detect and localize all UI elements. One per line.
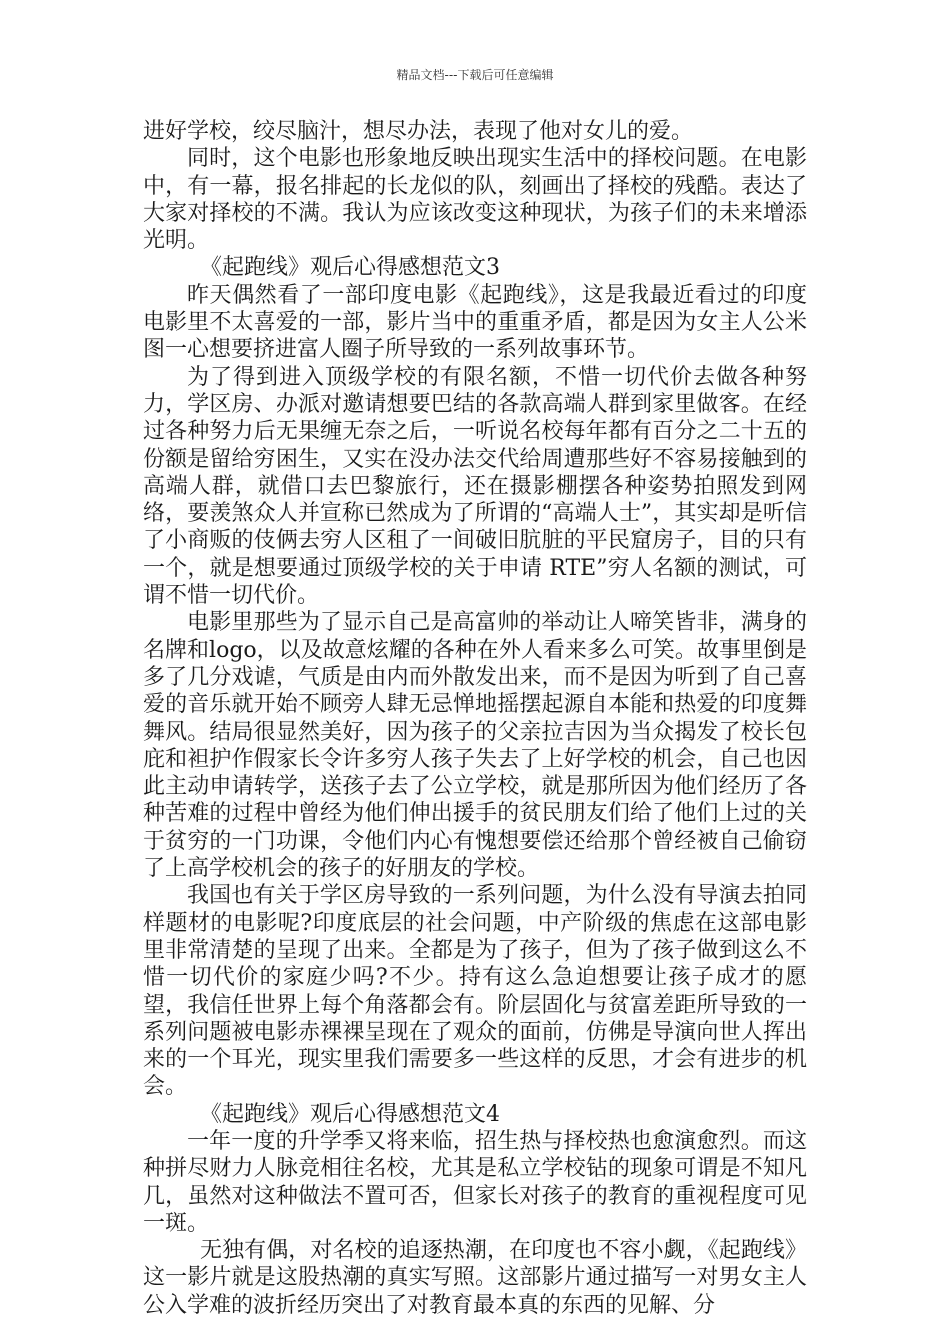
paragraph: 一年一度的升学季又将来临，招生热与择校热也愈演愈烈。而这种拼尽财力人脉竞相往名校，尤其是私立学校钻的现象可谓是不知凡几，虽然对这种做法不置可否，但家长对孩子的教育的重视程度可见一斑。 xyxy=(143,1128,807,1236)
paragraph: 进好学校，绞尽脑汁，想尽办法，表现了他对女儿的爱。 xyxy=(143,119,694,144)
paragraph: 为了得到进入顶级学校的有限名额，不惜一切代价去做各种努力，学区房、办派对邀请想要巴结的各款高端人群到家里做客。在经过各种努力后无果缠无奈之后，一听说名校每年都有百分之二十五的份额是留给穷困生，又实在没办法交代给周遭那些好不容易接触到的高端人群，就借口去巴黎旅行，还在摄影棚摆各种姿势拍照发到网络，要羡煞众人并宣称已然成为了所谓的“高端人士”，其实却是听信了小商贩的伎俩去穷人区租了一间破旧肮脏的平民窟房子，目的只有一个，就是想要通过顶级学校的关于申请 RTE”穷人名额的测试，可谓不惜一切代价。 xyxy=(143,364,807,609)
paragraph: 电影里那些为了显示自己是高富帅的举动让人啼笑皆非，满身的名牌和logo，以及故意炫耀的各种在外人看来多么可笑。故事里倒是多了几分戏谑，气质是由内而外散发出来，而不是因为听到了自己喜爱的音乐就开始不顾旁人肆无忌惮地摇摆起源自本能和热爱的印度舞舞风。结局很显然美好，因为孩子的父亲拉吉因为当众揭发了校长包庇和袒护作假家长令许多穷人孩子失去了上好学校的机会，自己也因此主动申请转学，送孩子去了公立学校，就是那所因为他们经历了各种苦难的过程中曾经为他们伸出援手的贫民朋友们给了他们上过的关于贫穷的一门功课，令他们内心有愧想要偿还给那个曾经被自己偷窃了上高学校机会的孩子的好朋友的学校。 xyxy=(143,610,807,882)
paragraph: 同时，这个电影也形象地反映出现实生活中的择校问题。在电影中，有一幕，报名排起的长龙似的队，刻画出了择校的残酷。表达了大家对择校的不满。我认为应该改变这种现状，为孩子们的未来增添光明。 xyxy=(143,146,807,254)
document-body xyxy=(143,118,807,1319)
paragraph: 无独有偶，对名校的追逐热潮，在印度也不容小觑，《起跑线》这一影片就是这股热潮的真实写照。这部影片通过描写一对男女主人公入学难的波折经历突出了对教育最本真的东西的见解、分 xyxy=(143,1238,807,1318)
page-header: 精品文档---下载后可任意编辑 xyxy=(396,68,554,82)
paragraph: 我国也有关于学区房导致的一系列问题，为什么没有导演去拍同样题材的电影呢?印度底层的社会问题，中产阶级的焦虑在这部电影里非常清楚的呈现了出来。全都是为了孩子，但为了孩子做到这么不惜一切代价的家庭少吗?不少。持有这么急迫想要让孩子成才的愿望，我信任世界上每个角落都会有。阶层固化与贫富差距所导致的一系列问题被电影赤裸裸呈现在了观众的面前，仿佛是导演向世人挥出来的一个耳光，现实里我们需要多一些这样的反思，才会有进步的机会。 xyxy=(143,883,807,1100)
paragraph: 昨天偶然看了一部印度电影《起跑线》，这是我最近看过的印度电影里不太喜爱的一部，影片当中的重重矛盾，都是因为女主人公米图一心想要挤进富人圈子所导致的一系列故事环节。 xyxy=(143,282,807,363)
section-heading: 《起跑线》观后心得感想范文3 xyxy=(200,255,500,281)
section-heading: 《起跑线》观后心得感想范文4 xyxy=(200,1101,500,1127)
